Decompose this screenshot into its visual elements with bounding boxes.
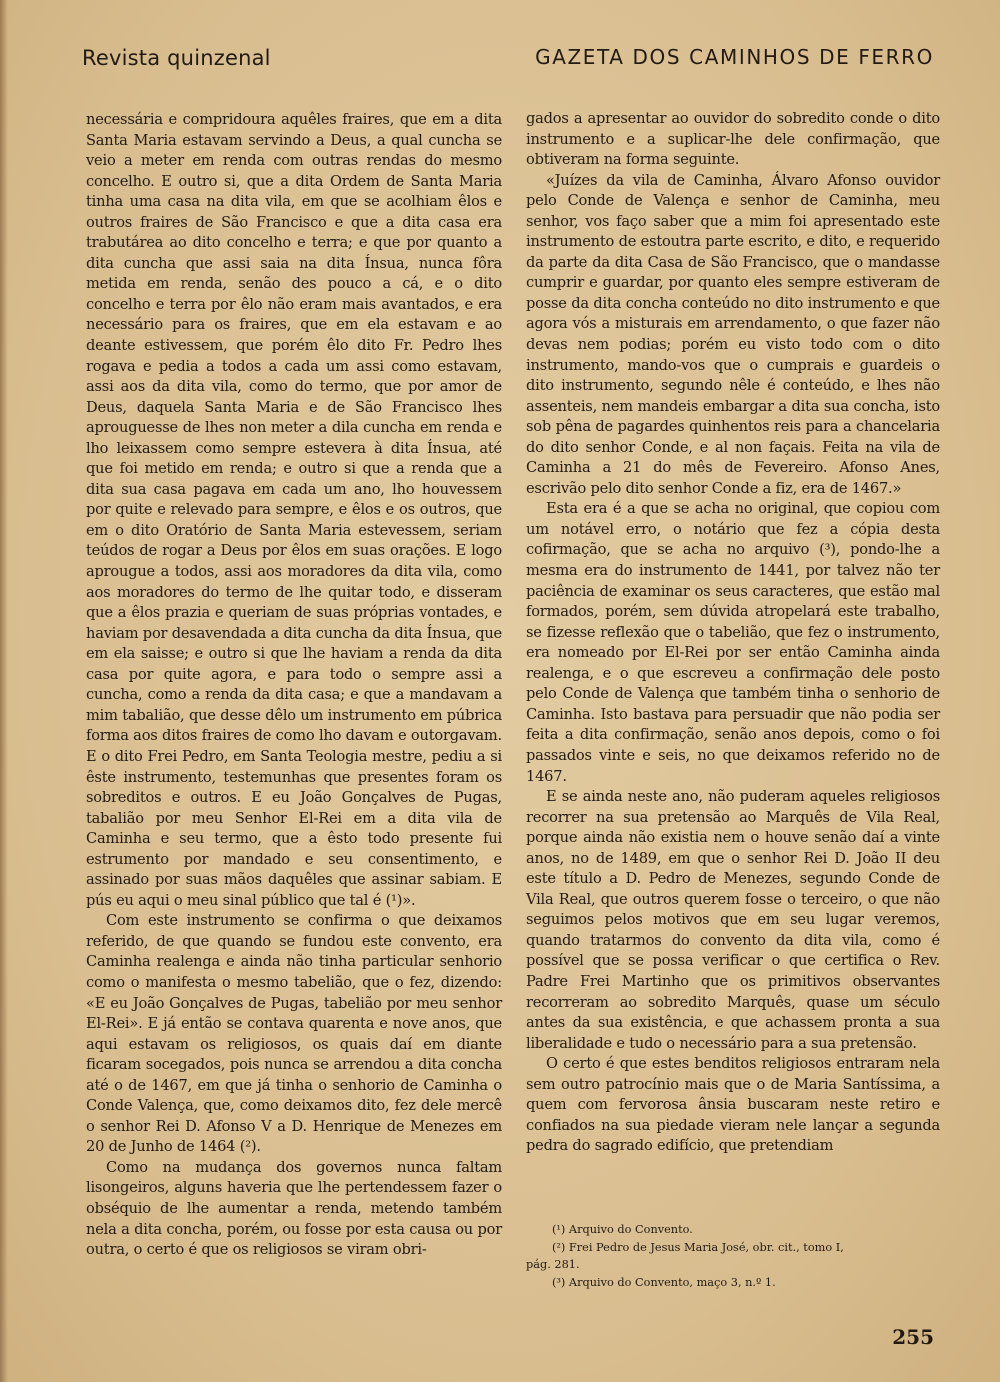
text-column-left [86, 110, 502, 1261]
footnote-continuation: pág. 281. [526, 1258, 580, 1271]
paragraph: «Juízes da vila de Caminha, Álvaro Afonso ouvidor pelo Conde de Valença e senhor de Caminha, meu senhor, vos faço saber que a mim foi apresentado este instrumento de estoutra parte escrito, e dito, e requerido da parte da dita Casa de São Francisco, que o mandasse cumprir e guardar, por quanto eles sempre estiveram de posse da dita concha conteúdo no dito instrumento e que agora vós a misturais em arrendamento, o que fazer não devas nem podias; porém eu visto todo com o dito instrumento, mando-vos que o cumprais e guardeis o dito instrumento, segundo nêle é conteúdo, e lhes não assenteis, nem mandeis embargar a dita sua concha, isto sob pêna de pagardes quinhentos reis para a chancelaria do dito senhor Conde, e al non façais. Feita na vila de Caminha a 21 do mês de Fevereiro. Afonso Anes, escrivão pelo dito senhor Conde a fiz, era de 1467.» [526, 171, 940, 497]
footnotes [526, 1221, 940, 1291]
paragraph: Com este instrumento se confirma o que deixamos referido, de que quando se fundou este convento, era Caminha realenga e ainda não tinha particular senhorio como o manifesta o mesmo tabelião, que o fez, dizendo: «E eu João Gonçalves de Pugas, tabelião por meu senhor El-Rei». E já então se contava quarenta e nove anos, que aqui estavam os religiosos, os quais daí em diante ficaram socegados, pois nunca se arrendou a dita concha até o de 1467, em que já tinha o senhorio de Caminha o Conde Valença, que, como deixamos dito, fez dele mercê o senhor Rei D. Afonso V a D. Henrique de Menezes em 20 de Junho de 1464 (²). [86, 912, 502, 1156]
footnote: (²) Frei Pedro de Jesus Maria José, obr. cit., tomo I, [552, 1240, 844, 1254]
text-column-right [526, 109, 940, 1157]
footnote: (¹) Arquivo do Convento. [552, 1223, 693, 1236]
page-edge-shadow [0, 0, 8, 1382]
paragraph: E se ainda neste ano, não puderam aqueles religiosos recorrer na sua pretensão ao Marquês de Vila Real, porque ainda não existia nem o houve senão daí a vinte anos, no de 1489, em que o senhor Rei D. João II deu este título a D. Pedro de Menezes, segundo Conde de Vila Real, que outros querem fosse o terceiro, o que não seguimos pelos motivos que em seu lugar veremos, quando tratarmos do convento da dita vila, como é possível que se possa verificar o que certifica o Rev. Padre Frei Martinho que os primitivos observantes recorreram ao sobredito Marquês, quase um século antes da sua existência, e que achassem pronta a sua liberalidade e tudo o necessário para a sua pretensão. [526, 788, 940, 1052]
running-header-right: GAZETA DOS CAMINHOS DE FERRO [535, 45, 934, 69]
paragraph: Como na mudança dos governos nunca faltam lisongeiros, alguns haveria que lhe pertendessem fazer o obséquio de lhe aumentar a renda, metendo também nela a dita concha, porém, ou fosse por esta causa ou por outra, o certo é que os religiosos se viram obri- [86, 1158, 502, 1259]
paragraph: O certo é que estes benditos religiosos entraram nela sem outro patrocínio mais que o de Maria Santíssima, a quem com fervorosa ânsia buscaram neste retiro e confiados na sua piedade vieram nele lançar a segunda pedra do sagrado edifício, que pretendiam [526, 1055, 940, 1155]
page-number: 255 [892, 1325, 934, 1349]
running-header-left: Revista quinzenal [82, 46, 271, 70]
footnote: (³) Arquivo do Convento, maço 3, n.º 1. [552, 1275, 776, 1289]
paragraph: necessária e compridoura aquêles fraires, que em a dita Santa Maria estavam servindo a Deus, a qual cuncha se veio a meter em renda com outras rendas do mesmo concelho. E outro si, que a dita Ordem de Santa Maria tinha uma casa na dita vila, em que se acolhiam êlos e outros fraires de São Francisco e que a dita casa era trabutárea ao dito concelho e terra; e que por quanto a dita cuncha que assi saia na dita Ínsua, nunca fôra metida em renda, senão des pouco a cá, e o dito concelho e terra por êlo não eram mais avantados, e era necessário para os fraires, que em ela estavam e ao deante estivessem, que porém êlo dito Fr. Pedro lhes rogava e pedia a todos a cada um assi como estavam, assi aos da dita vila, como do termo, que por amor de Deus, daquela Santa Maria e de São Francisco lhes aprouguesse de lhes non meter a dila cuncha em renda e lho leixassem como sempre estevera à dita Ínsua, até que foi metido em renda; e outro si que a renda que a dita sua casa pagava em cada um ano, lho houvessem por quite e relevado para sempre, e êlos e os outros, que em o dito Oratório de Santa Maria estevessem, seriam teúdos de rogar a Deus por êlos em suas orações. E logo aprougue a todos, assi aos moradores da dita vila, como aos moradores do termo de lhe quitar todo, e disseram que a êlos prazia e queriam de suas próprias vontades, e haviam por desavendada a dita cuncha da dita Ínsua, que em ela saisse; e outro si que lhe haviam a renda da dita casa por quite agora, e para todo o sempre assi a cuncha, como a renda da dita casa; e que a mandavam a mim tabalião, que desse dêlo um instrumento em púbrica forma aos ditos fraires de como lho davam e outorgavam. E o dito Frei Pedro, em Santa Teologia mestre, pediu a si êste instrumento, testemunhas que presentes foram os sobreditos e outros. E eu João Gonçalves de Pugas, tabalião por meu Senhor El-Rei em a dita vila de Caminha e seu termo, que a êsto todo presente fui estrumento por mandado e seu consentimento, e assinado por suas mãos daquêles que assinar sabiam. E pús eu aqui o meu sinal público que tal é (¹)». [86, 111, 502, 909]
paragraph: Esta era é a que se acha no original, que copiou com um notável erro, o notário que fez a cópia desta cofirmação, que se acha no arquivo (³), pondo-lhe a mesma era do instrumento de 1441, por talvez não ter paciência de examinar os seus caracteres, que estão mal formados, porém, sem dúvida atropelará este trabalho, se fizesse reflexão que o tabelião, que fez o instrumento, era nomeado por El-Rei por ser então Caminha ainda realenga, e o que escreveu a confirmação dele posto pelo Conde de Valença que também tinha o senhorio de Caminha. Isto bastava para persuadir que não podia ser feita a dita confirmação, senão anos depois, como o foi passados vinte e seis, no que deixamos referido no de 1467. [526, 500, 940, 785]
paragraph: gados a apresentar ao ouvidor do sobredito conde o dito instrumento e a suplicar-lhe dele confirmação, que obtiveram na forma seguinte. [526, 110, 940, 169]
